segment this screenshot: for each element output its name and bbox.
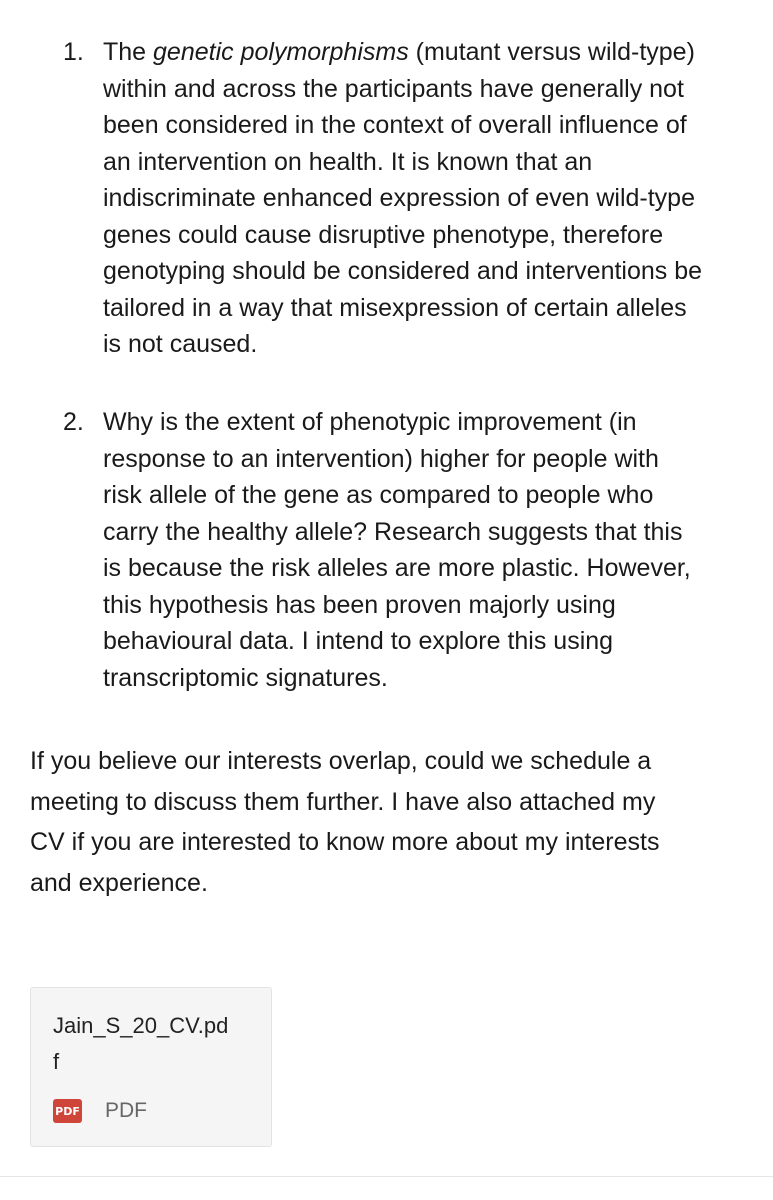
attachment-filename[interactable]: Jain_S_20_CV.pd f: [53, 1013, 229, 1074]
text-line: within and across the participants have generally not: [103, 74, 684, 103]
text-line: been considered in the context of overall influence of: [103, 111, 687, 139]
attachment-card[interactable]: [30, 987, 272, 1147]
text-line: genotyping should be considered and interventions be: [103, 257, 703, 285]
text-line: indiscriminate enhanced expression of even wild-type: [103, 184, 695, 212]
text-line: The genetic polymorphisms (mutant versus wild-type): [103, 38, 695, 66]
list-number: 2.: [63, 408, 84, 436]
divider: [0, 1176, 773, 1177]
text-line: is because the risk alleles are more plastic. However,: [103, 554, 691, 582]
text-line: and experience.: [30, 868, 208, 897]
list-number: 1.: [63, 38, 84, 66]
text-line: this hypothesis has been proven majorly using: [103, 590, 616, 619]
text-line: Why is the extent of phenotypic improvement (in: [103, 408, 637, 436]
text-line: behavioural data. I intend to explore this using: [103, 627, 614, 655]
pdf-file-icon: PDF: [53, 1099, 82, 1123]
text-line: tailored in a way that misexpression of certain alleles: [103, 293, 687, 322]
text-line: an intervention on health. It is known that an: [103, 147, 593, 176]
text-line: If you believe our interests overlap, could we schedule a: [30, 747, 652, 775]
text-line: is not caused.: [103, 330, 258, 358]
text-line: CV if you are interested to know more about my interests: [30, 828, 660, 856]
list-item-text: [103, 404, 771, 696]
list-item-text: [103, 34, 771, 363]
text-line: meeting to discuss them further. I have also attached my: [30, 787, 656, 816]
text-line: genes could cause disruptive phenotype, therefore: [103, 220, 664, 249]
text-line: risk allele of the gene as compared to people who: [103, 481, 654, 509]
closing-paragraph: [30, 741, 770, 903]
text-line: response to an intervention) higher for people with: [103, 444, 659, 473]
emphasis-text: genetic polymorphisms: [153, 38, 409, 66]
text-line: transcriptomic signatures.: [103, 663, 388, 692]
text-line: carry the healthy allele? Research suggests that this: [103, 517, 683, 546]
attachment-type-label: PDF: [105, 1099, 147, 1122]
